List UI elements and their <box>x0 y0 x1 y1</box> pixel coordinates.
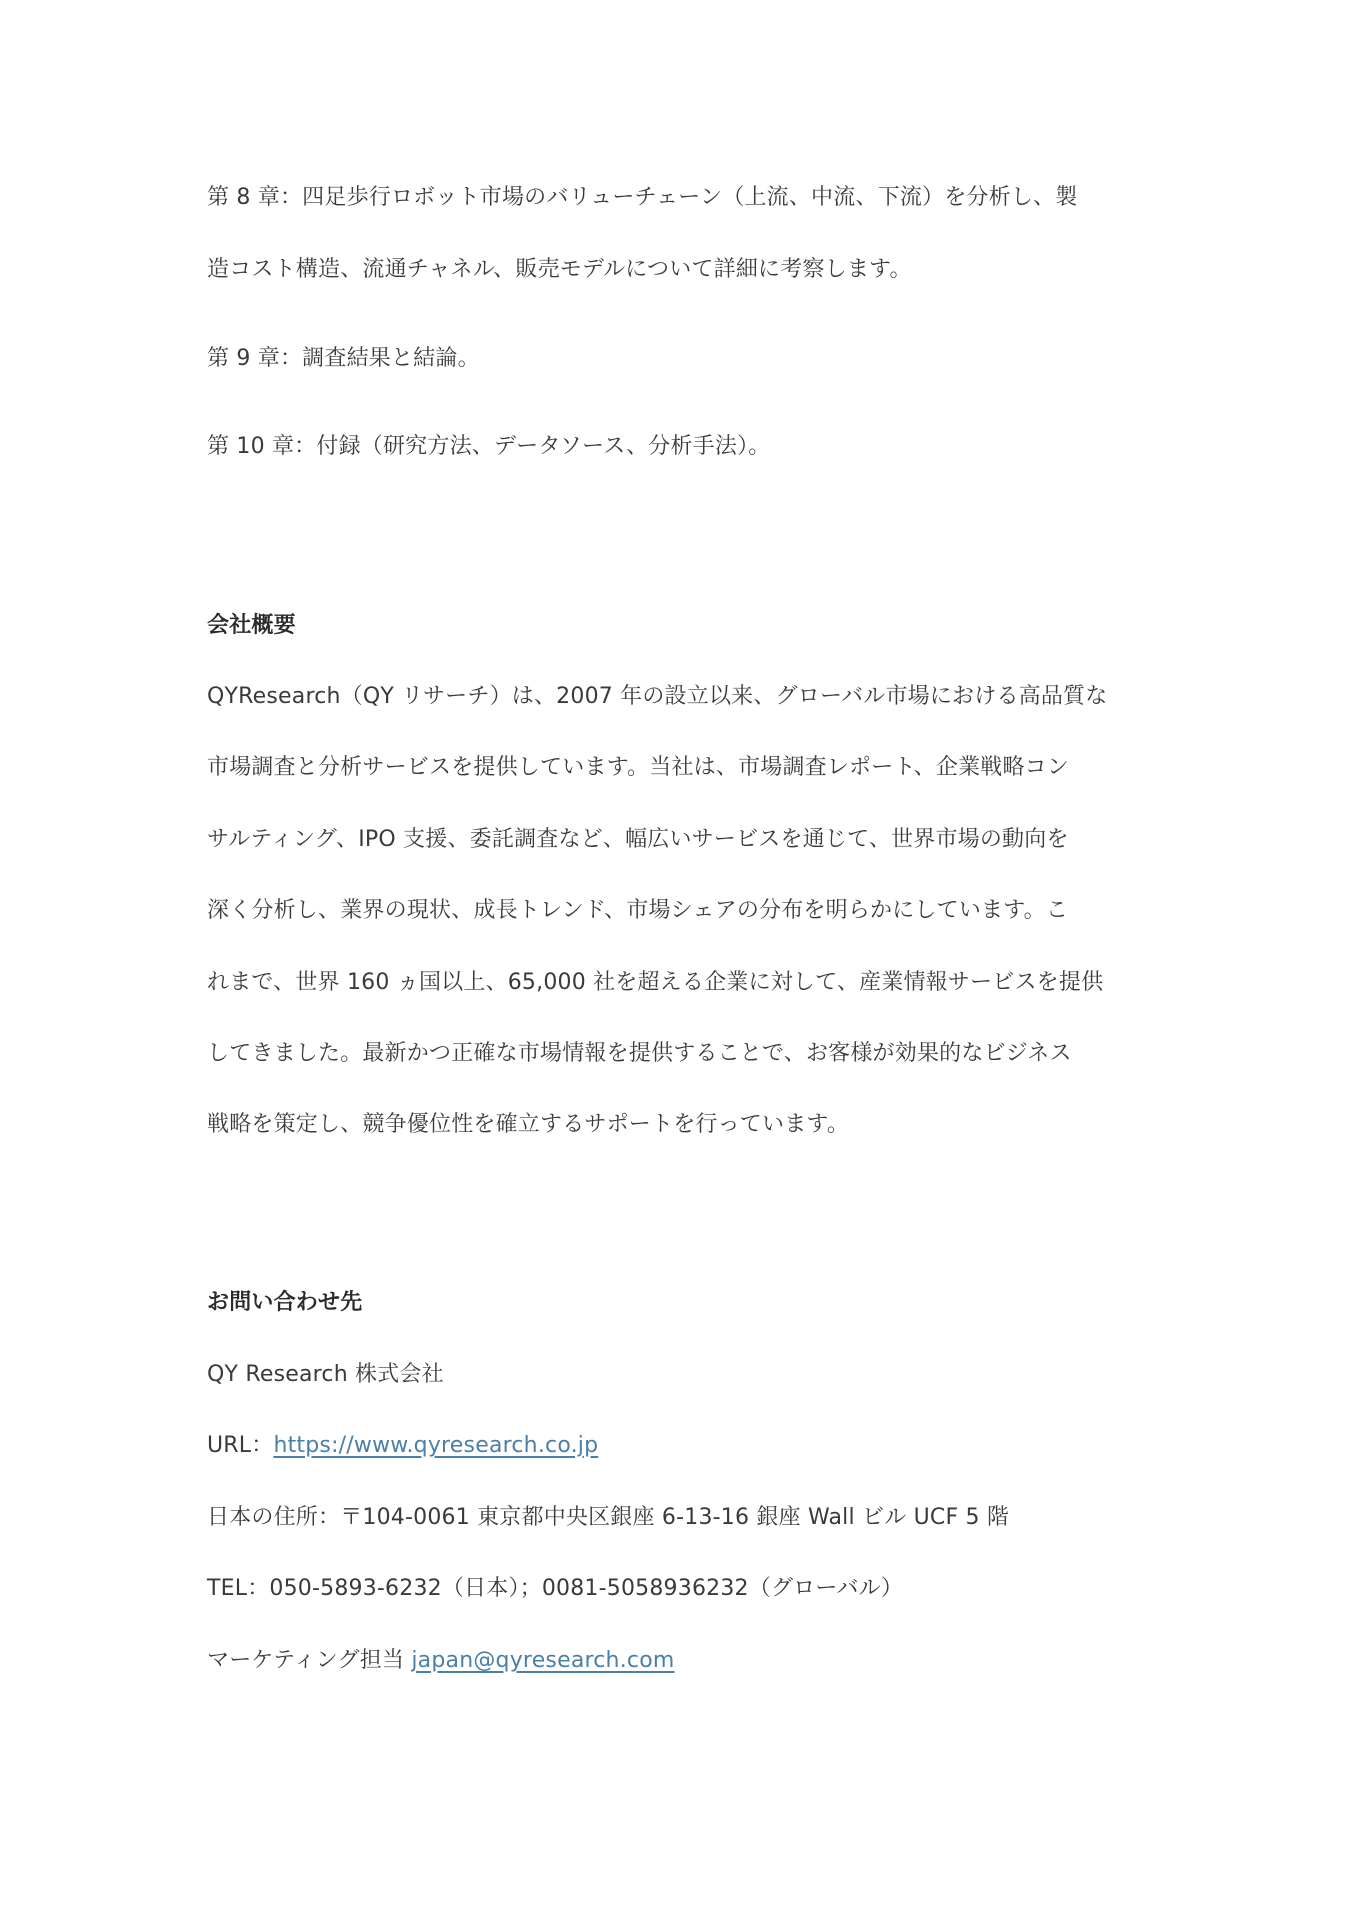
company-paragraph-line: サルティング、IPO 支援、委託調査など、幅広いサービスを通じて、世界市場の動向を <box>207 827 1069 852</box>
company-paragraph-line: してきました。最新かつ正確な市場情報を提供することで、お客様が効果的なビジネス <box>207 1041 1072 1066</box>
contact-email-row <box>207 1646 1167 1676</box>
website-link[interactable]: https://www.qyresearch.co.jp <box>273 1433 599 1458</box>
chapter-10: 第 10 章：付録（研究方法、データソース、分析手法）。 <box>207 434 771 459</box>
contact-tel: TEL：050-5893-6232（日本）；0081-5058936232（グローバル） <box>207 1576 904 1601</box>
company-paragraph-line: 戦略を策定し、競争優位性を確立するサポートを行っています。 <box>207 1112 850 1137</box>
company-paragraph-line: QYResearch（QY リサーチ）は、2007 年の設立以来、グローバル市場における高品質な <box>207 684 1108 709</box>
chapter-8-line-2: 造コスト構造、流通チャネル、販売モデルについて詳細に考察します。 <box>207 257 912 282</box>
company-overview-heading: 会社概要 <box>207 613 296 638</box>
company-paragraph-line: 市場調査と分析サービスを提供しています。当社は、市場調査レポート、企業戦略コン <box>207 755 1070 780</box>
email-label: マーケティング担当 <box>207 1648 412 1673</box>
company-paragraph-line: 深く分析し、業界の現状、成長トレンド、市場シェアの分布を明らかにしています。こ <box>207 898 1069 923</box>
contact-address: 日本の住所：〒104-0061 東京都中央区銀座 6-13-16 銀座 Wall ビル UCF 5 階 <box>207 1505 1010 1530</box>
chapter-8-line-1: 第 8 章：四足歩行ロボット市場のバリューチェーン（上流、中流、下流）を分析し、製 <box>207 185 1078 210</box>
email-link[interactable]: japan@qyresearch.com <box>411 1648 675 1673</box>
chapter-9: 第 9 章：調査結果と結論。 <box>207 346 480 371</box>
contact-url-row <box>207 1431 1167 1461</box>
contact-company-name: QY Research 株式会社 <box>207 1362 444 1387</box>
company-paragraph-line: れまで、世界 160 ヵ国以上、65,000 社を超える企業に対して、産業情報サービスを提供 <box>207 970 1104 995</box>
contact-heading: お問い合わせ先 <box>207 1290 363 1315</box>
url-label: URL： <box>207 1433 274 1458</box>
